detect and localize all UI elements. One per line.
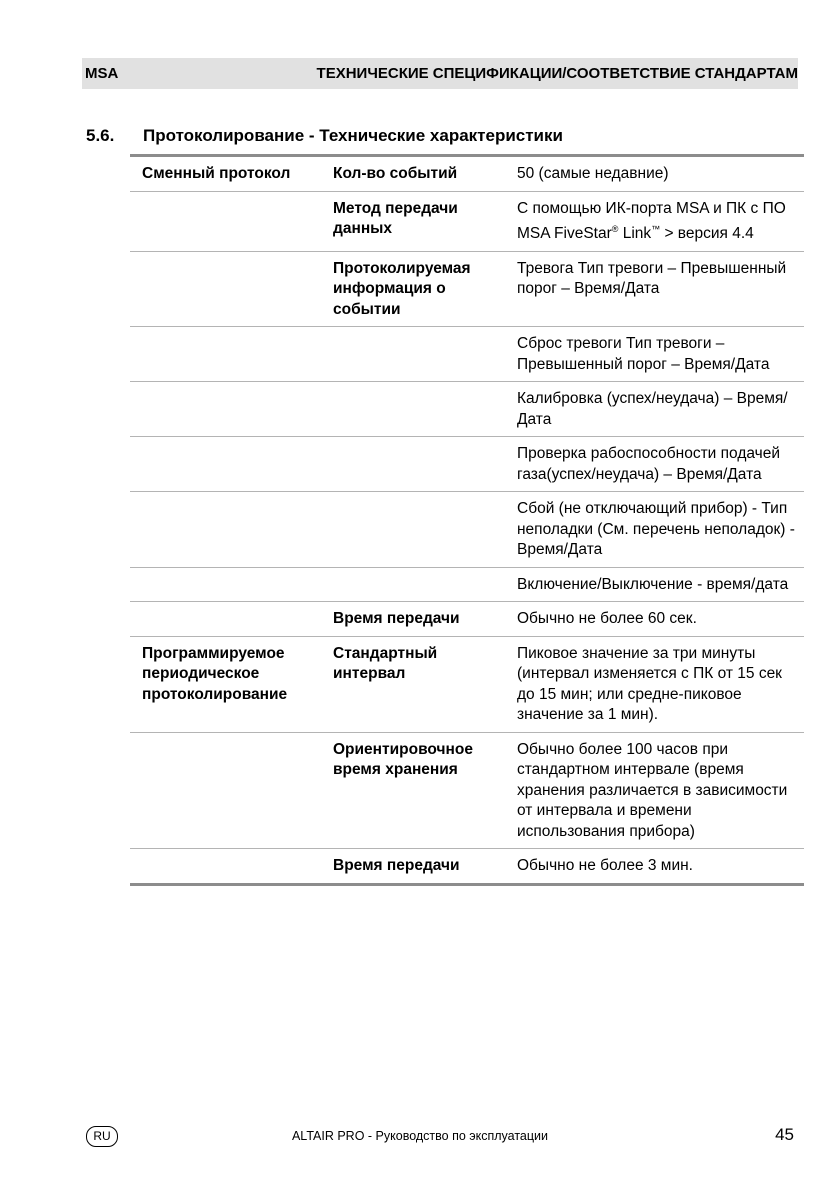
parameter-cell: Ориентировочное время хранения — [325, 732, 509, 849]
parameter-cell: Время передачи — [325, 602, 509, 637]
table-row — [130, 437, 804, 492]
value-cell: Пиковое значение за три минуты (интервал изменяется с ПК от 15 сек до 15 мин; или средне-пиковое значение за 1 мин). — [509, 636, 804, 732]
table-row — [130, 492, 804, 568]
category-cell — [130, 382, 325, 437]
value-cell — [509, 191, 804, 251]
transfer-method-text: С помощью ИК-порта MSA и ПК с ПО MSA FiveStar® Link™ > версия 4.4 — [517, 199, 786, 243]
table-row — [130, 849, 804, 885]
parameter-cell — [325, 382, 509, 437]
section-title: Протоколирование - Технические характеристики — [143, 126, 563, 145]
parameter-cell — [325, 492, 509, 568]
value-cell: 50 (самые недавние) — [517, 165, 669, 182]
page-header — [82, 58, 798, 89]
category-cell — [130, 492, 325, 568]
parameter-cell — [325, 327, 509, 382]
value-cell: Тревога Тип тревоги – Превышенный порог – Время/Дата — [509, 251, 804, 327]
value-cell: Проверка рабоспособности подачей газа(успех/неудача) – Время/Дата — [509, 437, 804, 492]
category-cell — [130, 567, 325, 602]
table-row — [130, 602, 804, 637]
table-row — [130, 636, 804, 732]
spec-table — [130, 154, 804, 886]
category-cell: Программируемое периодическое протоколирование — [130, 636, 325, 732]
language-badge: RU — [86, 1126, 118, 1147]
value-cell: Обычно более 100 часов при стандартном интервале (время хранения различается в зависимости от интервала и времени использования прибора) — [509, 732, 804, 849]
table-row — [130, 382, 804, 437]
category-cell — [130, 602, 325, 637]
table-row — [130, 732, 804, 849]
parameter-cell: Стандартный интервал — [325, 636, 509, 732]
table-row — [130, 567, 804, 602]
parameter-cell: Кол-во событий — [333, 165, 458, 182]
page-number: 45 — [775, 1125, 794, 1144]
category-cell — [130, 849, 325, 885]
value-cell: Калибровка (успех/неудача) – Время/Дата — [509, 382, 804, 437]
category-cell — [130, 437, 325, 492]
parameter-cell: Метод передачи данных — [325, 191, 509, 251]
value-cell: Сброс тревоги Тип тревоги – Превышенный порог – Время/Дата — [509, 327, 804, 382]
parameter-cell: Время передачи — [325, 849, 509, 885]
category-cell — [130, 191, 325, 251]
category-cell — [130, 251, 325, 327]
category-cell — [130, 327, 325, 382]
value-cell: Обычно не более 3 мин. — [509, 849, 804, 885]
table-row — [130, 251, 804, 327]
category-cell: Сменный протокол — [142, 165, 291, 182]
parameter-cell — [325, 567, 509, 602]
header-brand: MSA — [85, 65, 119, 82]
table-row — [130, 156, 804, 192]
value-cell: Обычно не более 60 сек. — [509, 602, 804, 637]
value-cell: Включение/Выключение - время/дата — [509, 567, 804, 602]
parameter-cell: Протоколируемая информация о событии — [325, 251, 509, 327]
header-title: ТЕХНИЧЕСКИЕ СПЕЦИФИКАЦИИ/СООТВЕТСТВИЕ СТАНДАРТАМ — [316, 65, 798, 82]
value-cell: Сбой (не отключающий прибор) - Тип неполадки (См. перечень неполадок) - Время/Дата — [509, 492, 804, 568]
parameter-cell — [325, 437, 509, 492]
section-number: 5.6. — [86, 126, 115, 145]
table-row — [130, 191, 804, 251]
footer-doc-title: ALTAIR PRO - Руководство по эксплуатации — [291, 1129, 549, 1143]
table-row — [130, 327, 804, 382]
category-cell — [130, 732, 325, 849]
